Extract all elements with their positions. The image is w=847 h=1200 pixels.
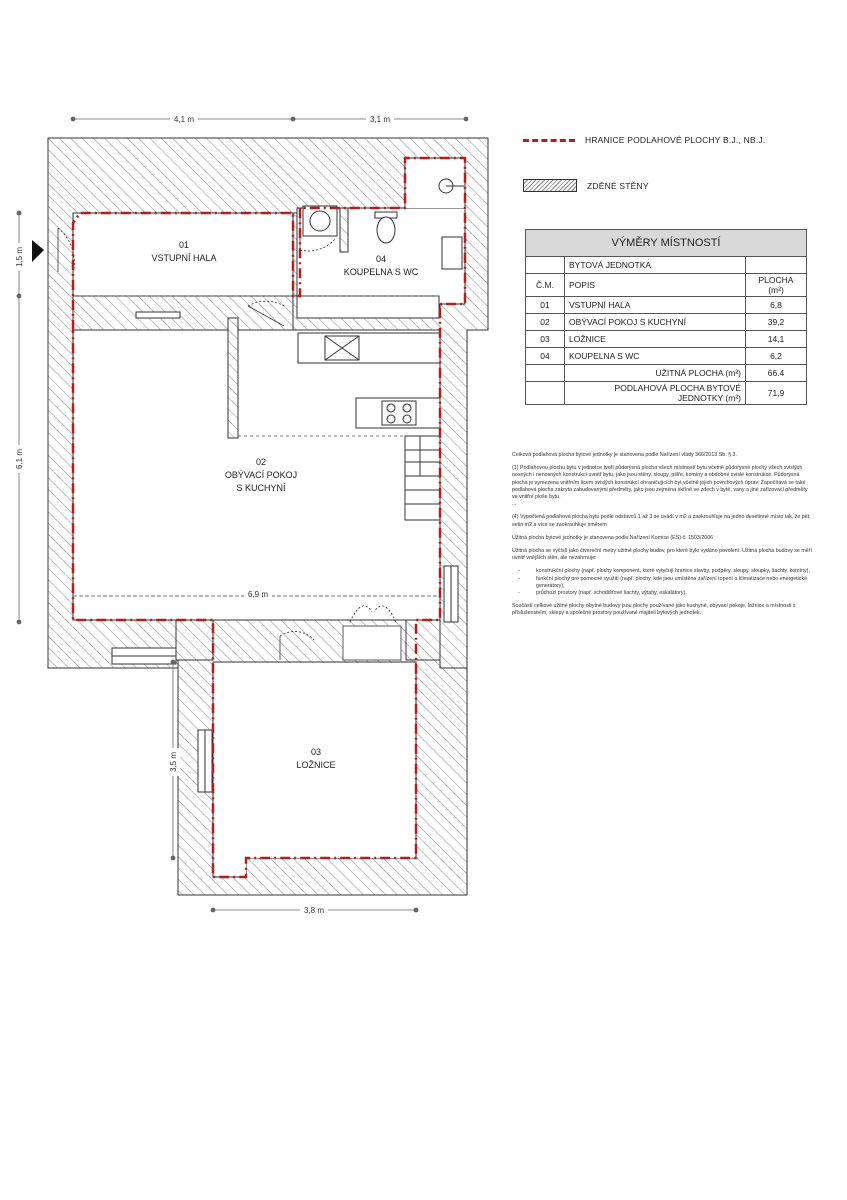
room-01-name: VSTUPNÍ HALA: [151, 253, 217, 263]
table-title: VÝMĚRY MÍSTNOSTÍ: [526, 230, 807, 257]
table-row: 02 OBÝVACÍ POKOJ S KUCHYNÍ 39,2: [526, 314, 807, 331]
staircase: [405, 436, 440, 520]
dim-bedroom-left: 3,5 m: [169, 751, 178, 773]
room-02-name-line1: OBÝVACÍ POKOJ: [224, 470, 298, 480]
room-03-number: 03: [310, 747, 322, 757]
note-p3: (4) Vypočtená podlahová plocha bytu podle odstavců 1 až 3 se uvádí v m2 a zaokrouhluje na jedno desetinné místo tak, že pět setin m2 a více se zaokrouhluje směrem: [512, 514, 810, 528]
dim-left-upper: 1,5 m: [15, 246, 24, 268]
table-row: 03 LOŽNICE 14,1: [526, 331, 807, 348]
dim-bottom: 3,8 m: [303, 906, 325, 915]
useful-area-label: UŽITNÁ PLOCHA (m²): [565, 365, 746, 382]
entrance-arrow-icon: [32, 240, 44, 262]
legend-walls-label: ZDĚNÉ STĚNY: [587, 180, 649, 191]
table-row: 01 VSTUPNÍ HALA 6,8: [526, 297, 807, 314]
room-03-name: LOŽNICE: [296, 760, 336, 770]
dim-top-left: 4,1 m: [173, 115, 195, 124]
note-p6: Součástí celkové užitné plochy obytné budovy jsou plochy používané jako kuchyně, obývací pokoje, ložnice a místnosti s příslušenstvím, sklepy a společné prostory používané majiteli bytových jednotek.: [512, 603, 796, 617]
room-02-number: 02: [255, 457, 267, 467]
floor-area-value: 71,9: [746, 382, 807, 405]
legend-boundary-label: HRANICE PODLAHOVÉ PLOCHY B.J., NB.J.: [585, 135, 766, 145]
floor-area-label: PODLAHOVÁ PLOCHA BYTOVÉ JEDNOTKY (m²): [565, 382, 746, 405]
col-header-desc: POPIS: [565, 274, 746, 297]
col-header-area: PLOCHA (m²): [746, 274, 807, 297]
list-item: - průchozí prostory (např. schodišťové šachty, výtahy, eskalátory).: [536, 590, 812, 597]
room-01-number: 01: [178, 240, 190, 250]
note-p4: Užitná plocha bytové jednotky je stanovena podle Nařízení Komise (ES) č. 1503/2006: [512, 534, 714, 541]
legend-boundary: [523, 135, 765, 145]
table-row: 04 KOUPELNA S WC 6,2: [526, 348, 807, 365]
notes: [512, 452, 812, 624]
list-item: - konstrukční plochy (např. plochy komponent, které vytyčují hranice stavby, podpěry, sloupy, sloupky, šachty, komíny),: [536, 568, 812, 575]
note-p1: Celková podlahová plocha bytové jednotky je stanovena podle Nařízení vlády 366/2013 Sb. § 3.: [512, 452, 737, 458]
col-header-num: Č.M.: [526, 274, 565, 297]
room-02-name-line2: S KUCHYNÍ: [236, 483, 286, 493]
dim-left-middle: 6,1 m: [15, 448, 24, 470]
room-areas-table: [525, 229, 807, 405]
note-p5: Užitná plocha se vyčíslí jako čtvereční metry užitné plochy budov, pro které bylo vydáno povolení. Užitná plocha budovy se měří uvnitř vnějších stěn, ale nezahrnuje:: [512, 548, 812, 562]
useful-area-value: 66.4: [746, 365, 807, 382]
boundary-line-swatch: [523, 139, 575, 142]
room-04-name: KOUPELNA S WC: [343, 267, 419, 277]
dim-top-right: 3,1 m: [369, 115, 391, 124]
note-p2b: ...: [512, 501, 517, 508]
note-list: [512, 568, 812, 597]
dim-living-width: 6,9 m: [247, 590, 269, 599]
wall-hatch-swatch: [523, 179, 577, 192]
legend-walls: [523, 179, 649, 192]
table-group: BYTOVÁ JEDNOTKA: [565, 257, 746, 274]
note-p2: (1) Podlahovou plochu bytu v jednotce tvoří půdorysná plocha všech místností bytu včetně půdorysné plochy všech svislých nosných i nenosných konstrukcí uvnitř bytu, jako jsou stěny, sloupy, pilíře, komíny a obdobné svislé konstrukce. Půdorysná plocha je vymezena vnitřním lícem svislých konstrukcí ohraničujících byt včetně jejich povrchových úprav. Započítává se také podlahová plocha zakrytá zabudovanými předměty, jako jsou zejména skříně ve zdech v bytě, vany a jiné zařizovací předměty ve vnitřní ploše bytu.: [512, 465, 808, 501]
room-04-number: 04: [375, 254, 387, 264]
list-item: - funkční plochy pro pomocné využití (např. plochy, kde jsou umístěna zařízení topení a klimatizace nebo energetické generátory),: [536, 576, 812, 590]
